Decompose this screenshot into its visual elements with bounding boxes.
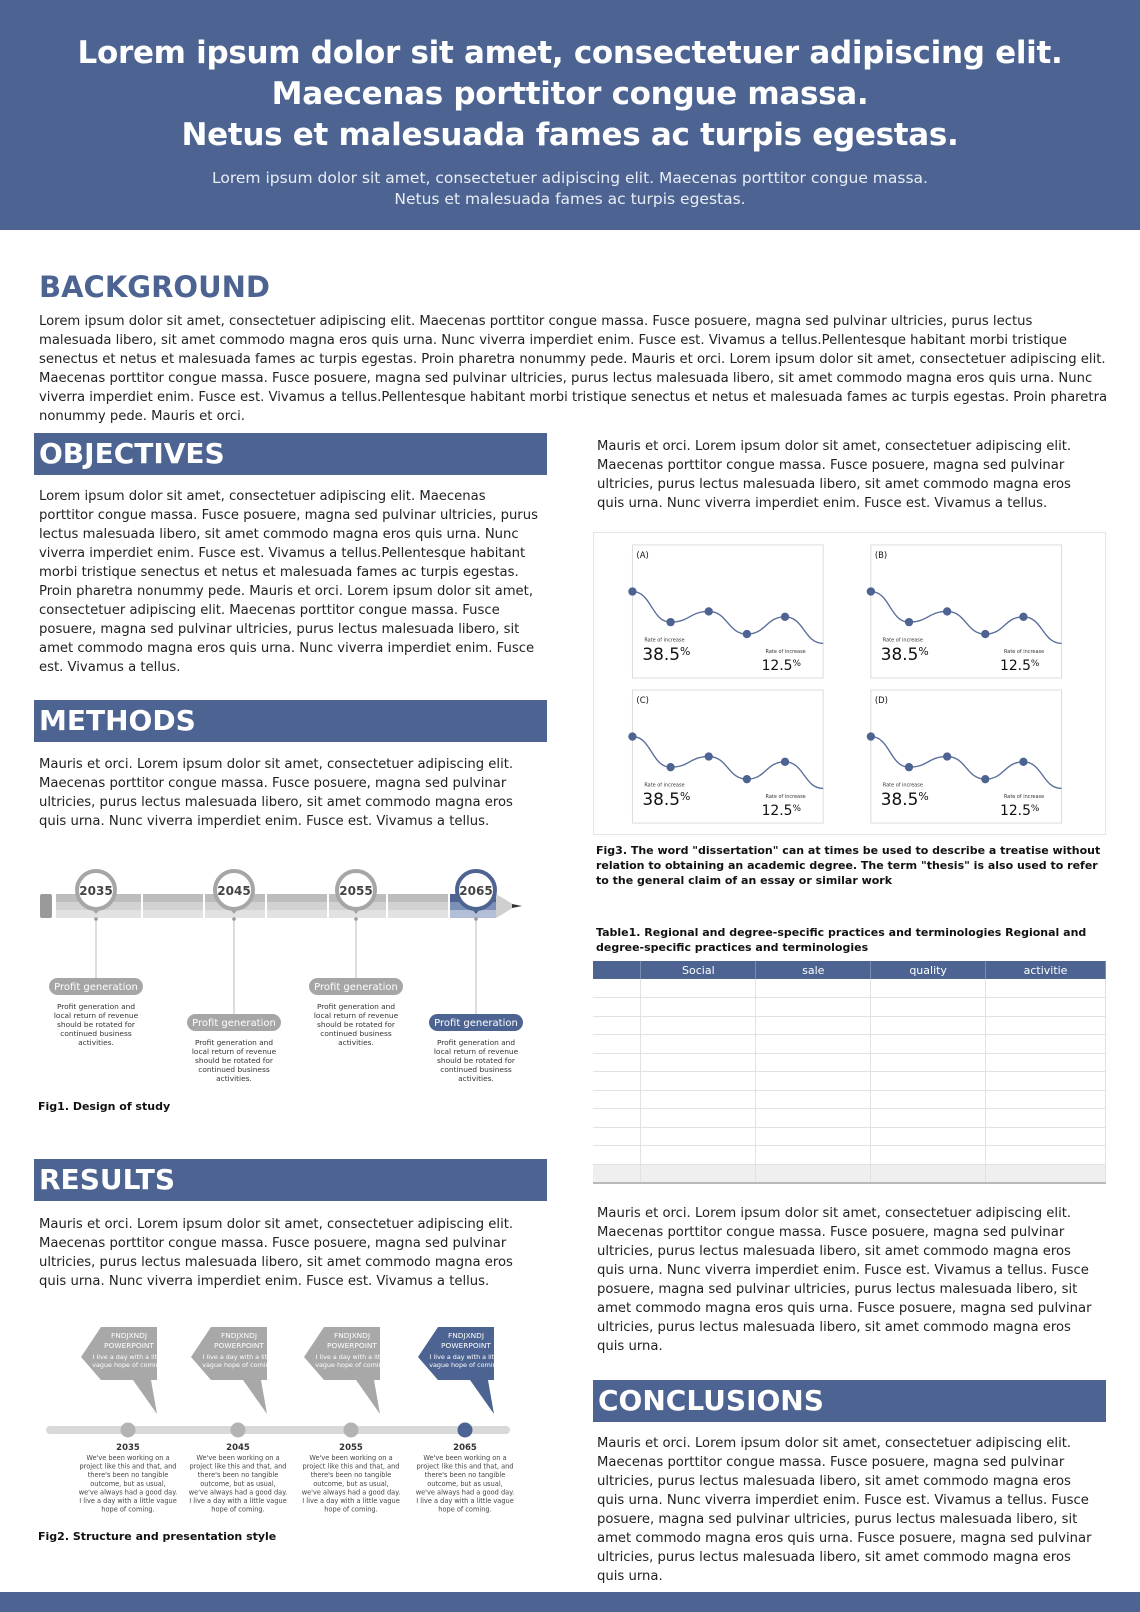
pencil-band	[56, 902, 496, 910]
profit-desc-line: continued business	[60, 1029, 132, 1038]
profit-desc-line: local return of revenue	[191, 1047, 277, 1056]
chart-panel	[628, 545, 823, 678]
bubble-quote-line: I live a day with a little	[202, 1353, 276, 1361]
objectives-heading: OBJECTIVES	[34, 433, 547, 475]
series-point	[705, 607, 713, 615]
profit-desc-line: activities.	[458, 1074, 494, 1083]
profit-desc-line: should be rotated for	[57, 1020, 135, 1029]
series-point	[943, 752, 951, 760]
table-column-header: quality	[871, 961, 986, 979]
profit-desc-line: activities.	[216, 1074, 252, 1083]
table-cell	[756, 1164, 871, 1183]
table-cell	[986, 1109, 1106, 1128]
objectives-text: Lorem ipsum dolor sit amet, consectetuer adipiscing elit. Maecenas porttitor congue massa. Fusce posuere, magna sed pulvinar ultricies, purus lectus malesuada libero, sit amet commodo magna eros quis urna. Nunc viverra imperdiet enim. Fusce est. Vivamus a tellus.Pellentesque habitant morbi tristique senectus et netus et malesuada fames ac turpis egestas. Proin pharetra nonummy pede. Mauris et orci. Lorem ipsum dolor sit amet, consectetuer adipiscing elit. Maecenas porttitor congue massa. Fusce posuere, magna sed pulvinar ultricies, purus lectus malesuada libero, sit amet commodo magna eros quis urna. Nunc viverra imperdiet enim. Fusce est. Vivamus a tellus.	[39, 489, 538, 675]
profit-desc-line: local return of revenue	[53, 1011, 139, 1020]
right-top-text: Mauris et orci. Lorem ipsum dolor sit amet, consectetuer adipiscing elit. Maecenas porttitor congue massa. Fusce posuere, magna sed pulvinar ultricies, purus lectus malesuada libero, sit amet commodo magna eros quis urna. Nunc viverra imperdiet enim. Fusce est. Vivamus a tellus.	[597, 439, 1072, 511]
profit-desc-line: Profit generation and	[436, 1038, 516, 1047]
table-cell	[871, 1053, 986, 1072]
timeline-desc-line: project like this and that, and	[416, 1462, 514, 1471]
series-point	[628, 587, 636, 595]
table-cell	[871, 1016, 986, 1035]
timeline-desc-line: we've always had a good day.	[301, 1488, 401, 1497]
connector-dot	[94, 917, 98, 921]
series-point	[628, 732, 636, 740]
table-cell	[756, 1090, 871, 1109]
profit-desc-line: activities.	[338, 1038, 374, 1047]
poster-header	[0, 0, 1140, 230]
table-cell	[871, 1146, 986, 1165]
table-row	[593, 1146, 1106, 1165]
year-label: 2065	[459, 884, 493, 898]
table1-caption: Table1. Regional and degree-specific practices and terminologies Regional and degree-specific practices and terminologies	[596, 926, 1087, 954]
table-cell	[593, 1127, 641, 1146]
annotation-number: 12.5	[761, 658, 793, 675]
connector-dot	[354, 917, 358, 921]
table-cell	[986, 1035, 1106, 1054]
table-cell	[986, 979, 1106, 998]
table-cell	[593, 1053, 641, 1072]
table-cell	[986, 998, 1106, 1017]
annotation-number: 12.5	[1000, 658, 1031, 675]
table-cell	[986, 1090, 1106, 1109]
annotation-label: Rate of increase	[644, 782, 685, 789]
table-cell	[871, 998, 986, 1017]
fig3-caption: Fig3. The word "dissertation" can at times be used to describe a treatise without relation to obtaining an academic degree. The term "thesis" is also used to refer to the general claim of an essay or similar work	[596, 844, 1101, 887]
table-cell	[756, 998, 871, 1017]
timeline-desc-line: hope of coming.	[324, 1505, 378, 1514]
table-row	[593, 1035, 1106, 1054]
table-cell	[986, 1146, 1106, 1165]
table-row	[593, 1072, 1106, 1091]
table-row	[593, 1053, 1106, 1072]
table-cell	[641, 1127, 756, 1146]
table-row	[593, 979, 1106, 998]
table-cell	[871, 1072, 986, 1091]
methods-text: Mauris et orci. Lorem ipsum dolor sit amet, consectetuer adipiscing elit. Maecenas porttitor congue massa. Fusce posuere, magna sed pulvinar ultricies, purus lectus malesuada libero, sit amet commodo magna eros quis urna. Nunc viverra imperdiet enim. Fusce est. Vivamus a tellus.	[39, 757, 514, 829]
table-cell	[641, 1164, 756, 1183]
table-cell	[986, 1127, 1106, 1146]
bubble-quote-line: I live a day with a little	[429, 1353, 503, 1361]
series-point	[867, 587, 875, 595]
annotation-number: 38.5	[880, 789, 919, 810]
connector-dot	[474, 917, 478, 921]
timeline-desc-line: hope of coming.	[101, 1505, 155, 1514]
year-label: 2055	[339, 884, 373, 898]
profit-desc-line: continued business	[198, 1065, 270, 1074]
timeline-desc-line: We've been working on a	[86, 1454, 170, 1462]
profit-desc-line: local return of revenue	[433, 1047, 519, 1056]
series-point	[905, 763, 913, 771]
annotation-number: 12.5	[1000, 803, 1031, 820]
series-point	[666, 618, 674, 626]
table-cell	[756, 1035, 871, 1054]
timeline-desc-line: we've always had a good day.	[188, 1488, 288, 1497]
series-point	[781, 613, 789, 621]
series-point	[1019, 613, 1027, 621]
table-column-header: Social	[641, 961, 756, 979]
annotation-number: 12.5	[761, 803, 793, 820]
table-cell	[593, 1146, 641, 1165]
timeline-desc-line: hope of coming.	[438, 1505, 492, 1514]
pencil-band	[56, 910, 496, 918]
right-mid-text: Mauris et orci. Lorem ipsum dolor sit amet, consectetuer adipiscing elit. Maecenas porttitor congue massa. Fusce posuere, magna sed pulvinar ultricies, purus lectus malesuada libero, sit amet commodo magna eros quis urna. Nunc viverra imperdiet enim. Fusce est. Vivamus a tellus. Fusce posuere, magna sed pulvinar ultricies, purus lectus malesuada libero, sit amet commodo magna eros quis urna. Fusce posuere, magna sed pulvinar ultricies, purus lectus malesuada libero, sit amet commodo magna eros quis urna.	[597, 1206, 1092, 1354]
annotation-number: 38.5	[642, 644, 680, 665]
bubble-subtitle: POWERPOINT	[104, 1341, 154, 1350]
table-cell	[871, 1164, 986, 1183]
poster-title	[0, 0, 1140, 156]
bubble-subtitle: POWERPOINT	[327, 1341, 377, 1350]
series-point	[981, 630, 989, 638]
bubble-title: FNDJXNDJ	[220, 1331, 258, 1340]
table-cell	[986, 1072, 1106, 1091]
table-cell	[593, 1072, 641, 1091]
table-cell	[593, 998, 641, 1017]
timeline-desc-line: we've always had a good day.	[415, 1488, 515, 1497]
annotation-unit: %	[679, 645, 691, 659]
bubble-subtitle: POWERPOINT	[441, 1341, 491, 1350]
annotation-unit: %	[1030, 659, 1040, 670]
timeline-desc-line: hope of coming.	[211, 1505, 265, 1514]
bubble-quote-line: vague hope of coming.	[315, 1361, 389, 1369]
timeline-desc-line: there's been no tangible	[424, 1471, 506, 1480]
timeline-desc-line: outcome, but as usual,	[90, 1479, 166, 1488]
connector-dot	[232, 917, 236, 921]
timeline-desc-line: project like this and that, and	[189, 1462, 287, 1471]
title-line: Netus et malesuada fames ac turpis egestas.	[181, 117, 959, 153]
table-cell	[871, 1127, 986, 1146]
profit-desc-line: Profit generation and	[56, 1002, 136, 1011]
chart-panel	[867, 690, 1062, 823]
table-cell	[641, 979, 756, 998]
bubble-quote-line: I live a day with a little	[315, 1353, 389, 1361]
profit-pill-label: Profit generation	[314, 982, 398, 993]
annotation-unit: %	[918, 790, 929, 804]
series-point	[743, 775, 751, 783]
series-point	[981, 775, 989, 783]
annotation-unit: %	[792, 659, 802, 670]
table-cell	[593, 1035, 641, 1054]
timeline-desc-line: there's been no tangible	[87, 1471, 169, 1480]
bubble-quote-line: vague hope of coming.	[92, 1361, 166, 1369]
table-header-row	[593, 961, 1106, 979]
title-line: Maecenas porttitor congue massa.	[271, 76, 869, 112]
table-row	[593, 1164, 1106, 1183]
bubble-quote-line: vague hope of coming.	[202, 1361, 276, 1369]
annotation-number: 38.5	[880, 644, 919, 665]
fig1-caption: Fig1. Design of study	[38, 1100, 171, 1113]
table-cell	[593, 1164, 641, 1183]
series-point	[743, 630, 751, 638]
table-row	[593, 1016, 1106, 1035]
table-cell	[756, 1146, 871, 1165]
timeline-dot	[121, 1423, 136, 1438]
profit-desc-line: Profit generation and	[194, 1038, 274, 1047]
table-cell	[593, 1109, 641, 1128]
fig1-timeline	[34, 862, 546, 1102]
annotation-label: Rate of increase	[1003, 649, 1045, 656]
timeline-track	[46, 1426, 510, 1434]
timeline-desc-line: project like this and that, and	[302, 1462, 400, 1471]
table-cell	[593, 1016, 641, 1035]
table-cell	[593, 1090, 641, 1109]
profit-desc-line: continued business	[440, 1065, 512, 1074]
timeline-desc-line: we've always had a good day.	[78, 1488, 178, 1497]
year-label: 2035	[79, 884, 113, 898]
profit-desc-line: local return of revenue	[313, 1011, 399, 1020]
table-cell	[986, 1016, 1106, 1035]
methods-heading: METHODS	[34, 700, 547, 742]
timeline-desc-line: We've been working on a	[309, 1454, 393, 1462]
table-body	[593, 979, 1106, 1183]
series-point	[905, 618, 913, 626]
table1	[593, 961, 1106, 1184]
title-line: Lorem ipsum dolor sit amet, consectetuer adipiscing elit.	[77, 35, 1063, 71]
profit-pill-label: Profit generation	[434, 1018, 518, 1029]
pencil-lead	[512, 904, 522, 908]
table-cell	[756, 1109, 871, 1128]
annotation-label: Rate of increase	[882, 637, 923, 644]
annotation-unit: %	[918, 645, 929, 659]
table-column-header	[593, 961, 641, 979]
pencil-highlight	[449, 910, 496, 918]
table-cell	[871, 979, 986, 998]
pencil-band	[56, 894, 496, 902]
conclusions-heading: CONCLUSIONS	[593, 1380, 1106, 1422]
series-point	[1019, 758, 1027, 766]
poster-footer	[0, 1592, 1140, 1612]
profit-desc-line: activities.	[78, 1038, 114, 1047]
bubble-title: FNDJXNDJ	[110, 1331, 148, 1340]
series-point	[705, 752, 713, 760]
chart-panel	[867, 545, 1062, 678]
timeline-year: 2035	[116, 1443, 140, 1453]
annotation-label: Rate of increase	[765, 649, 806, 656]
profit-desc-line: Profit generation and	[316, 1002, 396, 1011]
table-cell	[756, 1072, 871, 1091]
table-row	[593, 1127, 1106, 1146]
results-text: Mauris et orci. Lorem ipsum dolor sit amet, consectetuer adipiscing elit. Maecenas porttitor congue massa. Fusce posuere, magna sed pulvinar ultricies, purus lectus malesuada libero, sit amet commodo magna eros quis urna. Nunc viverra imperdiet enim. Fusce est. Vivamus a tellus.	[39, 1217, 514, 1289]
poster-subtitle	[0, 168, 1140, 210]
timeline-dot	[231, 1423, 246, 1438]
table-cell	[641, 1016, 756, 1035]
fig2-caption: Fig2. Structure and presentation style	[38, 1530, 277, 1543]
timeline-desc-line: outcome, but as usual,	[313, 1479, 389, 1488]
table-cell	[641, 1035, 756, 1054]
timeline-desc-line: there's been no tangible	[197, 1471, 279, 1480]
timeline-desc-line: there's been no tangible	[310, 1471, 392, 1480]
annotation-label: Rate of increase	[1003, 794, 1045, 801]
table-cell	[986, 1164, 1106, 1183]
table-cell	[641, 1090, 756, 1109]
table-cell	[871, 1109, 986, 1128]
profit-pill-label: Profit generation	[54, 982, 138, 993]
table-cell	[756, 1016, 871, 1035]
series-point	[943, 607, 951, 615]
table-column-header: activitie	[986, 961, 1106, 979]
table-cell	[641, 1146, 756, 1165]
background-heading: BACKGROUND	[39, 270, 270, 304]
bubble-quote-line: vague hope of coming.	[429, 1361, 503, 1369]
timeline-desc-line: project like this and that, and	[79, 1462, 177, 1471]
conclusions-text: Mauris et orci. Lorem ipsum dolor sit amet, consectetuer adipiscing elit. Maecenas porttitor congue massa. Fusce posuere, magna sed pulvinar ultricies, purus lectus malesuada libero, sit amet commodo magna eros quis urna. Nunc viverra imperdiet enim. Fusce est. Vivamus a tellus. Fusce posuere, magna sed pulvinar ultricies, purus lectus malesuada libero, sit amet commodo magna eros quis urna. Fusce posuere, magna sed pulvinar ultricies, purus lectus malesuada libero, sit amet commodo magna eros quis urna.	[597, 1436, 1092, 1584]
series-point	[781, 758, 789, 766]
timeline-desc-line: I live a day with a little vague	[189, 1497, 287, 1505]
table-cell	[871, 1090, 986, 1109]
annotation-label: Rate of increase	[644, 637, 685, 644]
table-cell	[641, 1109, 756, 1128]
chart-title: (A)	[636, 549, 649, 560]
pencil-eraser	[40, 894, 52, 918]
timeline-desc-line: outcome, but as usual,	[427, 1479, 503, 1488]
bubble-subtitle: POWERPOINT	[214, 1341, 264, 1350]
table-column-header: sale	[756, 961, 871, 979]
table-cell	[756, 1053, 871, 1072]
bubble-title: FNDJXNDJ	[447, 1331, 485, 1340]
bubble-quote-line: I live a day with a little	[92, 1353, 166, 1361]
table-cell	[756, 979, 871, 998]
timeline-desc-line: I live a day with a little vague	[79, 1497, 177, 1505]
profit-pill-label: Profit generation	[192, 1018, 276, 1029]
table-cell	[641, 1053, 756, 1072]
table-cell	[871, 1035, 986, 1054]
annotation-unit: %	[792, 804, 802, 815]
timeline-year: 2055	[339, 1443, 363, 1453]
background-text: Lorem ipsum dolor sit amet, consectetuer adipiscing elit. Maecenas porttitor congue massa. Fusce posuere, magna sed pulvinar ultricies, purus lectus malesuada libero, sit amet commodo magna eros quis urna. Nunc viverra imperdiet enim. Fusce est. Vivamus a tellus.Pellentesque habitant morbi tristique senectus et netus et malesuada fames ac turpis egestas. Proin pharetra nonummy pede. Mauris et orci. Lorem ipsum dolor sit amet, consectetuer adipiscing elit. Maecenas porttitor congue massa. Fusce posuere, magna sed pulvinar ultricies, purus lectus malesuada libero, sit amet commodo magna eros quis urna. Nunc viverra imperdiet enim. Fusce est. Vivamus a tellus.Pellentesque habitant morbi tristique senectus et netus et malesuada fames ac turpis egestas. Proin pharetra nonummy pede. Mauris et orci.	[39, 314, 1108, 424]
chart-title: (B)	[874, 549, 888, 560]
chart-panel	[628, 690, 823, 823]
timeline-year: 2045	[226, 1443, 250, 1453]
table-cell	[641, 1072, 756, 1091]
subtitle-line: Lorem ipsum dolor sit amet, consectetuer adipiscing elit. Maecenas porttitor congue massa.	[212, 169, 928, 187]
annotation-unit: %	[679, 790, 691, 804]
table-row	[593, 1109, 1106, 1128]
chart-title: (D)	[874, 694, 888, 705]
fig2-structure	[34, 1325, 546, 1525]
series-point	[867, 732, 875, 740]
timeline-desc-line: We've been working on a	[196, 1454, 280, 1462]
table-cell	[756, 1127, 871, 1146]
annotation-number: 38.5	[642, 789, 680, 810]
profit-desc-line: should be rotated for	[195, 1056, 273, 1065]
timeline-desc-line: We've been working on a	[423, 1454, 507, 1462]
profit-desc-line: should be rotated for	[437, 1056, 515, 1065]
table-row	[593, 998, 1106, 1017]
subtitle-line: Netus et malesuada fames ac turpis egestas.	[394, 190, 746, 208]
annotation-label: Rate of increase	[765, 794, 806, 801]
results-heading: RESULTS	[34, 1159, 547, 1201]
timeline-desc-line: I live a day with a little vague	[302, 1497, 400, 1505]
series-point	[666, 763, 674, 771]
timeline-dot	[344, 1423, 359, 1438]
year-label: 2045	[217, 884, 251, 898]
table-row	[593, 1090, 1106, 1109]
chart-title: (C)	[636, 694, 649, 705]
table-cell	[593, 979, 641, 998]
annotation-unit: %	[1030, 804, 1040, 815]
timeline-year: 2065	[453, 1443, 477, 1453]
table-cell	[986, 1053, 1106, 1072]
table-cell	[641, 998, 756, 1017]
timeline-dot	[458, 1423, 473, 1438]
fig3-charts	[593, 532, 1106, 835]
bubble-title: FNDJXNDJ	[333, 1331, 371, 1340]
annotation-label: Rate of increase	[882, 782, 923, 789]
timeline-desc-line: outcome, but as usual,	[200, 1479, 276, 1488]
profit-desc-line: continued business	[320, 1029, 392, 1038]
profit-desc-line: should be rotated for	[317, 1020, 395, 1029]
timeline-desc-line: I live a day with a little vague	[416, 1497, 514, 1505]
